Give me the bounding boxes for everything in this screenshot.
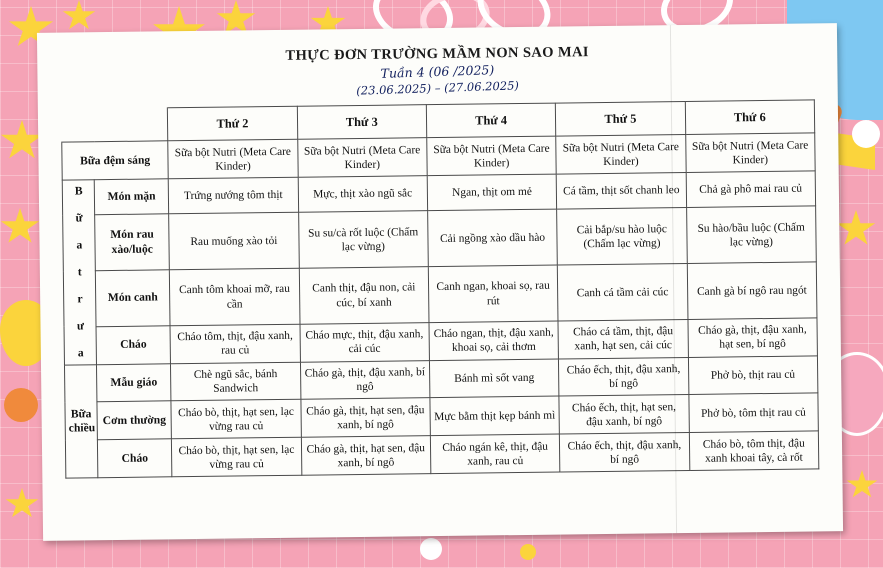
cell: Canh gà bí ngô rau ngót	[687, 262, 817, 319]
cell: Cháo bò, tôm thịt, đậu xanh khoai tây, cà rốt	[689, 431, 819, 471]
cell: Chè ngũ sắc, bánh Sandwich	[171, 362, 301, 401]
row-label-porridge-dinner: Cháo	[97, 439, 172, 478]
handwritten-dates: (23.06.2025) – (27.06.2025)	[356, 78, 520, 98]
dot-icon	[852, 120, 880, 148]
star-icon	[5, 488, 39, 520]
row-label-porridge-lunch: Cháo	[96, 326, 171, 365]
cell: Sữa bột Nutri (Meta Care Kinder)	[168, 140, 298, 180]
cell: Sữa bột Nutri (Meta Care Kinder)	[685, 133, 815, 173]
cell: Cháo ếch, thịt, đậu xanh, bí ngô	[560, 433, 690, 473]
column-header-thu: Thứ 5	[556, 102, 686, 137]
star-icon	[0, 208, 40, 246]
cell: Canh thịt, đậu non, cải cúc, bí xanh	[299, 267, 429, 324]
star-icon	[846, 470, 878, 500]
star-icon	[836, 210, 876, 248]
cell: Cải ngồng xào dầu hào	[428, 209, 558, 267]
column-header-fri: Thứ 6	[685, 100, 815, 135]
cell: Cháo cá tầm, thịt, đậu xanh, hạt sen, cải cúc	[558, 319, 688, 359]
cell: Su hào/bầu luộc (Chấm lạc vừng)	[686, 206, 816, 264]
cell: Phở bò, thịt rau củ	[688, 356, 818, 395]
cell: Canh cá tầm cải cúc	[558, 264, 688, 321]
cell: Canh tôm khoai mỡ, rau cần	[170, 269, 300, 326]
star-icon	[62, 0, 96, 32]
column-header-tue: Thứ 3	[297, 105, 427, 140]
cell: Cháo gà, thịt, hạt sen, đậu xanh, bí ngô	[301, 436, 431, 476]
cell: Mực, thịt xào ngũ sắc	[298, 176, 428, 212]
weekly-menu-table	[61, 100, 819, 479]
cell: Cháo ngán kê, thịt, đậu xanh, rau củ	[430, 434, 560, 474]
table-corner	[61, 108, 168, 142]
column-header-mon: Thứ 2	[168, 107, 298, 142]
cell: Mực bằm thịt kẹp bánh mì	[430, 396, 560, 436]
column-header-wed: Thứ 4	[426, 103, 556, 138]
dot-icon	[520, 544, 536, 560]
row-label-regular-rice: Cơm thường	[97, 401, 172, 440]
row-label-main-dish: Món mặn	[94, 179, 169, 215]
table-row	[65, 431, 818, 478]
row-label-vegetable: Món rau xào/luộc	[95, 214, 170, 271]
cell: Cháo ếch, thịt, hạt sen, đậu xanh, bí ngô	[559, 395, 689, 435]
row-label-breakfast: Bữa đệm sáng	[62, 141, 169, 180]
row-label-soup: Món canh	[95, 270, 170, 326]
dot-icon	[420, 538, 442, 560]
row-label-preschool: Mẫu giáo	[97, 364, 172, 402]
cell: Cải bắp/su hào luộc (Chấm lạc vừng)	[557, 208, 687, 266]
cell: Chả gà phô mai rau củ	[686, 171, 816, 207]
cell: Cá tầm, thịt sốt chanh leo	[556, 173, 686, 209]
cell: Bánh mì sốt vang	[429, 359, 559, 398]
cell: Canh ngan, khoai sọ, rau rút	[428, 265, 558, 322]
cell: Sữa bột Nutri (Meta Care Kinder)	[297, 138, 427, 178]
group-label-lunch: B ữ a t r ư a	[62, 180, 96, 365]
cell: Sữa bột Nutri (Meta Care Kinder)	[427, 136, 557, 176]
cell: Cháo gà, thịt, đậu xanh, hạt sen, bí ngô	[688, 318, 818, 358]
table-row	[63, 206, 817, 271]
cell: Cháo tôm, thịt, đậu xanh, rau củ	[170, 324, 300, 364]
cell: Cháo bò, thịt, hạt sen, lạc vừng rau củ	[172, 438, 302, 478]
cell: Cháo ếch, thịt, đậu xanh, bí ngô	[559, 357, 689, 396]
cell: Cháo gà, thịt, hạt sen, đậu xanh, bí ngô	[301, 398, 431, 438]
cell: Cháo gà, thịt, đậu xanh, bí ngô	[300, 361, 430, 400]
cell: Cháo ngan, thịt, đậu xanh, khoai sọ, cải thơm	[429, 321, 559, 361]
handwritten-week: Tuần 4 (06 /2025)	[380, 62, 495, 81]
cell: Cháo bò, thịt, hạt sen, lạc vừng rau củ	[171, 400, 301, 440]
cell: Su su/cà rốt luộc (Chấm lạc vừng)	[298, 211, 428, 269]
cell: Cháo mực, thịt, đậu xanh, cải cúc	[300, 323, 430, 363]
cell: Ngan, thịt om mẻ	[427, 174, 557, 210]
cell: Phở bò, tôm thịt rau củ	[688, 393, 818, 433]
cell: Sữa bột Nutri (Meta Care Kinder)	[556, 135, 686, 175]
cell: Trứng nướng tôm thịt	[168, 178, 298, 214]
page-title: THỰC ĐƠN TRƯỜNG MẦM NON SAO MAI	[285, 44, 590, 64]
table-row	[63, 262, 817, 327]
menu-sheet	[37, 23, 843, 541]
cell: Rau muống xào tỏi	[169, 212, 299, 270]
group-label-dinner: Bữa chiều	[64, 365, 97, 479]
dot-icon	[4, 388, 38, 422]
